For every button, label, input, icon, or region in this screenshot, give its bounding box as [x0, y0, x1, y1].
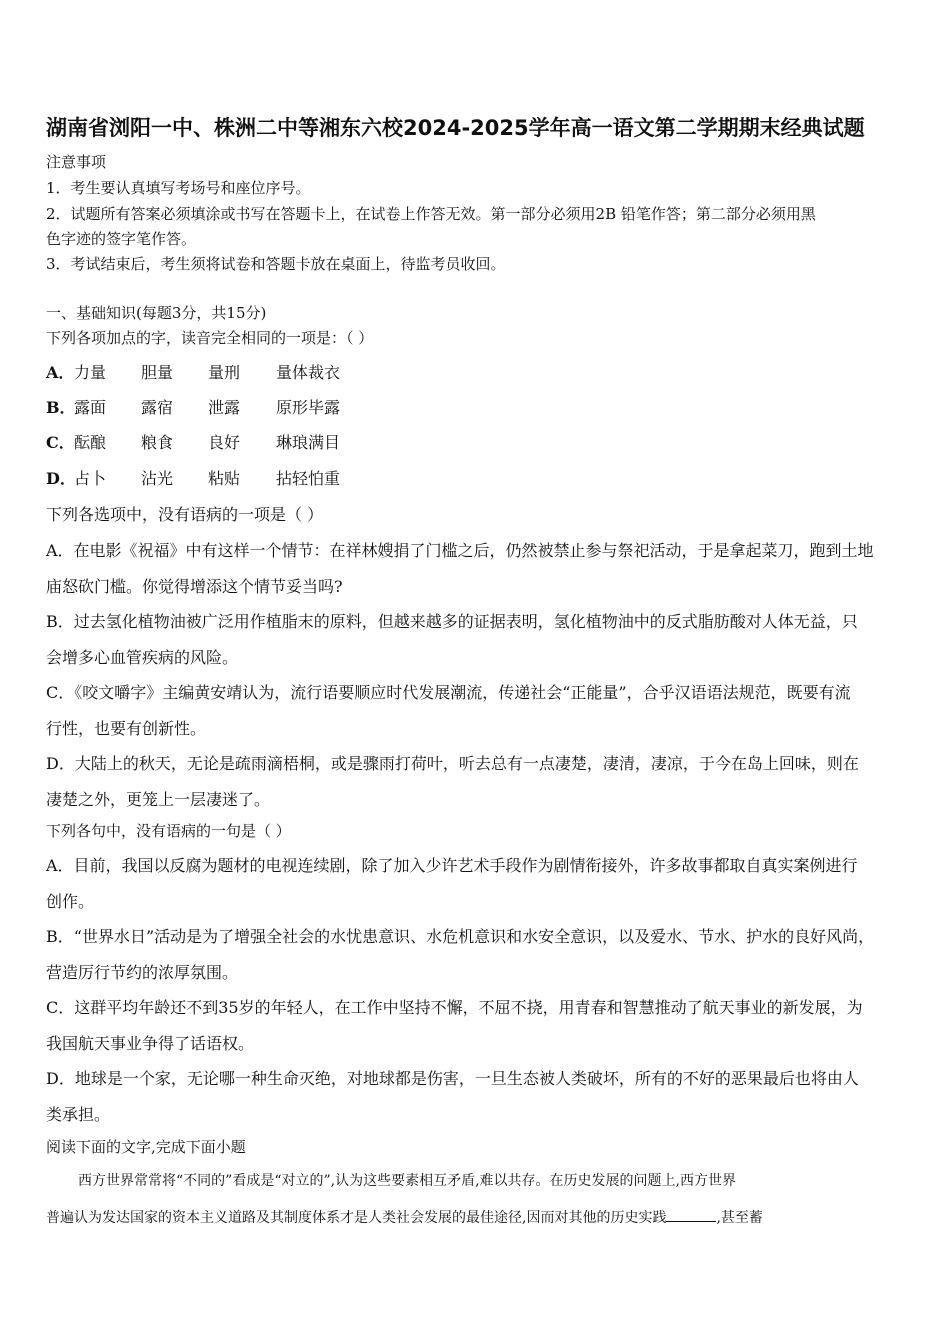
question-3-line: B．“世界水日”活动是为了增强全社会的水忧患意识、水危机意识和水安全意识，以及爱水、节水、护水的良好风尚，	[46, 927, 875, 946]
question-3-line: D．地球是一个家，无论哪一种生命灭绝，对地球都是伤害，一旦生态被人类破坏，所有的不好的恶果最后也将由人	[46, 1069, 859, 1088]
option-letter: D．	[46, 469, 76, 488]
reading-paragraph-line	[46, 1207, 763, 1227]
option-word: 沾光	[141, 469, 174, 488]
notice-item: 1．考生要认真填写考场号和座位序号。	[46, 179, 311, 197]
notice-item: 3．考试结束后，考生须将试卷和答题卡放在桌面上，待监考员收回。	[46, 255, 506, 273]
option-word: 占卜	[74, 469, 107, 488]
notice-item: 2．试题所有答案必须填涂或书写在答题卡上，在试卷上作答无效。第一部分必须用2B 铅笔作答；第二部分必须用黑	[46, 205, 816, 223]
option-word: 胆量	[141, 363, 174, 382]
question-2-line: D．大陆上的秋天，无论是疏雨滴梧桐，或是骤雨打荷叶，听去总有一点凄楚，凄清，凄凉，于今在岛上回味，则在	[46, 754, 859, 773]
option-word: 力量	[74, 363, 107, 382]
question-2-line: B．过去氢化植物油被广泛用作植脂末的原料，但越来越多的证据表明，氢化植物油中的反式脂肪酸对人体无益，只	[46, 612, 858, 631]
question-3-stem: 下列各句中，没有语病的一句是（ ）	[46, 822, 291, 840]
option-word: 良好	[208, 433, 241, 452]
question-2-line: C．《咬文嚼字》主编黄安靖认为，流行语要顺应时代发展潮流，传递社会“正能量”，合乎汉语语法规范，既要有流	[46, 683, 851, 702]
question-2-stem: 下列各选项中，没有语病的一项是（ ）	[46, 505, 324, 524]
question-2-line: 会增多心血管疾病的风险。	[46, 648, 239, 667]
question-2-line: 凄楚之外，更笼上一层凄迷了。	[46, 790, 271, 809]
question-3-line: C．这群平均年龄还不到35岁的年轻人，在工作中坚持不懈，不屈不挠，用青春和智慧推动了航天事业的新发展，为	[46, 998, 863, 1017]
question-3-line: 我国航天事业争得了话语权。	[46, 1034, 255, 1053]
notice-heading: 注意事项	[46, 153, 107, 171]
question-3-line: 营造厉行节约的浓厚氛围。	[46, 963, 239, 982]
option-word: 琳琅满目	[276, 433, 341, 452]
option-word: 量体裁衣	[276, 363, 341, 382]
question-2-line: 行性，也要有创新性。	[46, 719, 207, 738]
reading-text: 普遍认为发达国家的资本主义道路及其制度体系才是人类社会发展的最佳途径,因而对其他的历史实践	[46, 1210, 667, 1226]
option-word: 量刑	[208, 363, 241, 382]
answer-blank	[666, 1207, 716, 1222]
question-2-line: 庙怒砍门槛。你觉得增添这个情节妥当吗?	[46, 577, 343, 596]
page-title: 湖南省浏阳一中、株洲二中等湘东六校2024-2025学年高一语文第二学期期末经典试题	[46, 116, 865, 140]
option-word: 泄露	[208, 398, 241, 417]
section-heading: 一、基础知识(每题3分，共15分)	[46, 304, 267, 322]
question-3-line: A．目前，我国以反腐为题材的电视连续剧，除了加入少许艺术手段作为剧情衔接外，许多故事都取自真实案例进行	[46, 856, 858, 875]
option-letter: C．	[46, 433, 75, 452]
option-letter: B．	[46, 398, 76, 417]
option-word: 酝酿	[74, 433, 107, 452]
question-3-line: 类承担。	[46, 1105, 111, 1124]
option-letter: A．	[46, 363, 75, 382]
question-1-stem: 下列各项加点的字，读音完全相同的一项是：（ ）	[46, 329, 374, 347]
option-word: 粮食	[141, 433, 174, 452]
reading-heading: 阅读下面的文字,完成下面小题	[46, 1138, 246, 1156]
reading-text: ,甚至蓄	[716, 1210, 763, 1226]
option-word: 粘贴	[208, 469, 241, 488]
option-word: 原形毕露	[276, 398, 341, 417]
question-2-line: A．在电影《祝福》中有这样一个情节：在祥林嫂捐了门槛之后，仍然被禁止参与祭祀活动，于是拿起菜刀，跑到土地	[46, 541, 874, 560]
option-word: 露宿	[141, 398, 174, 417]
notice-item: 色字迹的签字笔作答。	[46, 230, 197, 248]
reading-paragraph-line: 西方世界常常将“不同的”看成是“对立的”,认为这些要素相互矛盾,难以共存。在历史发展的问题上,西方世界	[78, 1173, 736, 1189]
option-word: 露面	[74, 398, 107, 417]
question-3-line: 创作。	[46, 892, 95, 911]
option-word: 拈轻怕重	[276, 469, 341, 488]
